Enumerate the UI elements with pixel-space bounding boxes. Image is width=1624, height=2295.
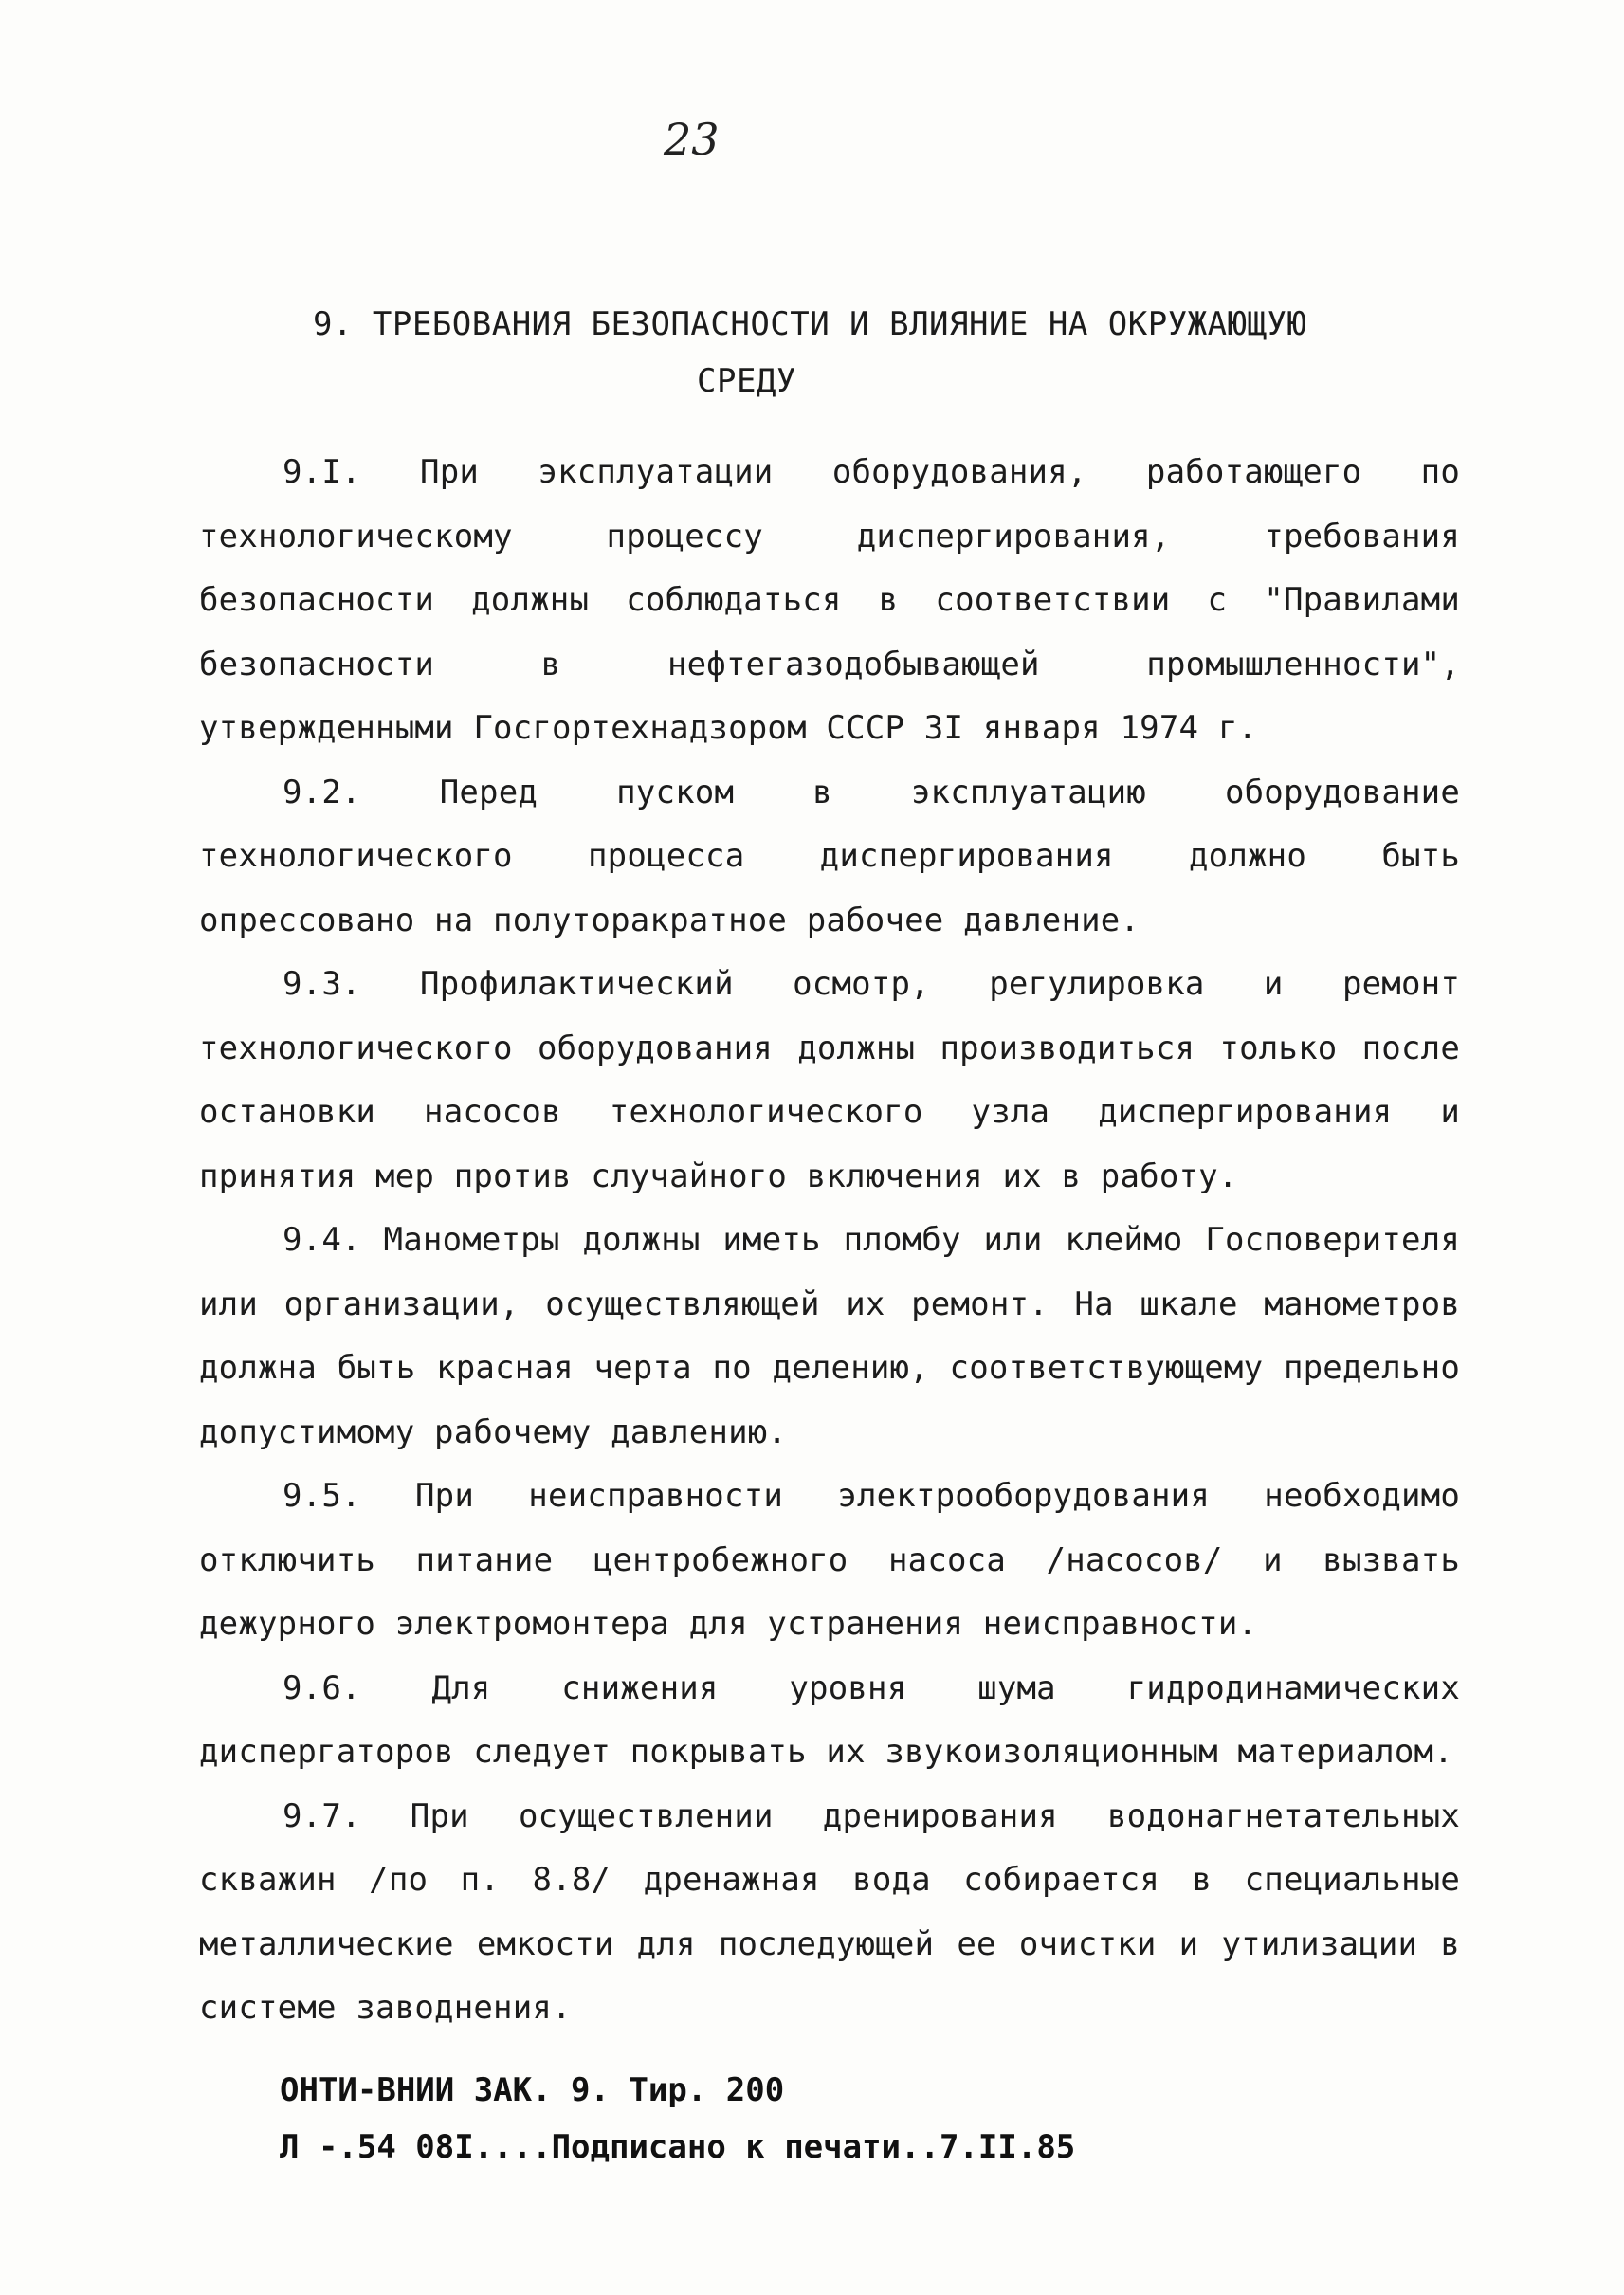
print-imprint [280,2062,1075,2176]
section-heading-line-2: СРЕДУ [697,362,796,400]
imprint-line-1: ОНТИ-ВНИИ ЗАК. 9. Тир. 200 [280,2071,785,2109]
body-text [199,441,1460,2041]
section-heading [313,296,1308,410]
section-heading-line-1: 9. ТРЕБОВАНИЯ БЕЗОПАСНОСТИ И ВЛИЯНИЕ НА ОКРУЖАЮЩУЮ [313,305,1307,343]
paragraph-9-5: 9.5. При неисправности электрооборудования необходимо отключить питание центробежного насоса /насосов/ и вызвать дежурного электромонтера для устранения неисправности. [199,1477,1460,1643]
paragraph-9-6: 9.6. Для снижения уровня шума гидродинамических диспергаторов следует покрывать их звукоизоляционным материалом. [199,1668,1460,1771]
paragraph-9-1: 9.I. При эксплуатации оборудования, работающего по технологическому процессу диспергирования, требования безопасности должны соблюдаться в соответствии с "Правилами безопасности в нефтегазодобывающей промышленности", утвержденными Госгортехнадзором СССР 3I января 1974 г. [199,453,1460,747]
paragraph-9-4: 9.4. Манометры должны иметь пломбу или клеймо Госповерителя или организации, осуществляющей их ремонт. На шкале манометров должна быть красная черта по делению, соответствующему предельно допустимому рабочему давлению. [199,1221,1460,1451]
paragraph-9-7: 9.7. При осуществлении дренирования водонагнетательных скважин /по п. 8.8/ дренажная вода собирается в специальные металлические емкости для последующей ее очистки и утилизации в системе заводнения. [199,1796,1460,2027]
paragraph-9-2: 9.2. Перед пуском в эксплуатацию оборудование технологического процесса диспергирования должно быть опрессовано на полуторакратное рабочее давление. [199,773,1460,939]
paragraph-9-3: 9.3. Профилактический осмотр, регулировка и ремонт технологического оборудования должны производиться только после остановки насосов технологического узла диспергирования и принятия мер против случайного включения их в работу. [199,965,1460,1195]
imprint-line-2: Л -.54 08I....Подписано к печати..7.II.85 [280,2128,1076,2166]
page-number: 23 [664,114,720,165]
